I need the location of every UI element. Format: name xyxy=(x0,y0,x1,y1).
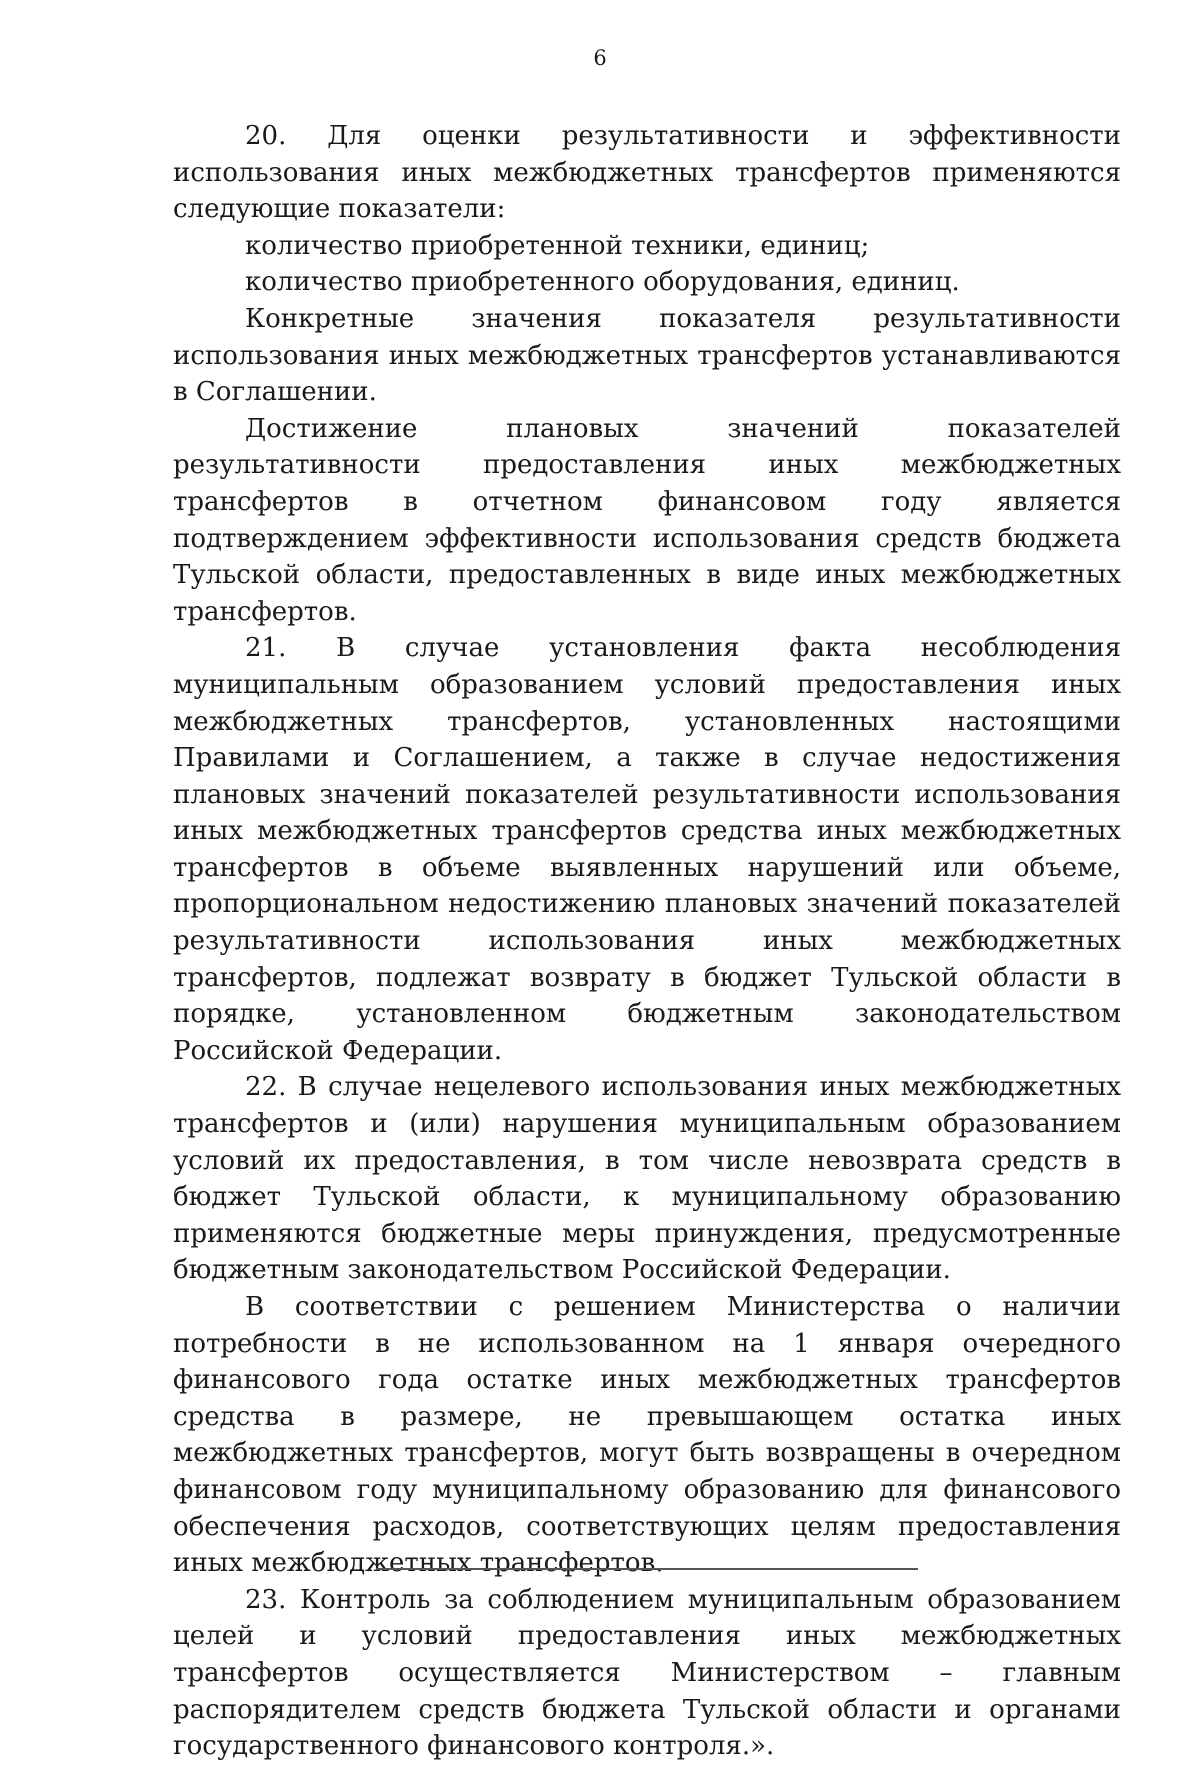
paragraph-21-refund: 21. В случае установления факта несоблюдения муниципальным образованием условий предоставления иных межбюджетных трансфертов, установленных настоящими Правилами и Соглашением, а также в случае недостижения плановых значений показателей результативности использования иных межбюджетных трансфертов средства иных межбюджетных трансфертов в объеме выявленных нарушений или объеме, пропорциональном недостижению плановых значений показателей результативности использования иных межбюджетных трансфертов, подлежат возврату в бюджет Тульской области в порядке, установленном бюджетным законодательством Российской Федерации. xyxy=(173,633,1121,1066)
paragraph-indicator-values: Конкретные значения показателя результативности использования иных межбюджетных трансфертов устанавливаются в Соглашении. xyxy=(173,303,1121,408)
paragraph-22-misuse: 22. В случае нецелевого использования иных межбюджетных трансфертов и (или) нарушения муниципальным образованием условий их предоставления, в том числе невозврата средств в бюджет Тульской области, к муниципальному образованию применяются бюджетные меры принуждения, предусмотренные бюджетным законодательством Российской Федерации. xyxy=(173,1072,1121,1286)
paragraph-target-achievement: Достижение плановых значений показателей результативности предоставления иных межбюджетных трансфертов в отчетном финансовом году является подтверждением эффективности использования средств бюджета Тульской области, предоставленных в виде иных межбюджетных трансфертов. xyxy=(173,413,1121,627)
document-body xyxy=(173,118,1121,1765)
paragraph-20-indicators: 20. Для оценки результативности и эффективности использования иных межбюджетных трансфертов применяются следующие показатели: xyxy=(173,121,1121,225)
paragraph-23-control: 23. Контроль за соблюдением муниципальным образованием целей и условий предоставления иных межбюджетных трансфертов осуществляется Министерством – главным распорядителем средств бюджета Тульской области и органами государственного финансового контроля.». xyxy=(173,1584,1121,1762)
paragraph-unused-balance: В соответствии с решением Министерства о наличии потребности в не использованном на 1 января очередного финансового года остатке иных межбюджетных трансфертов средства в размере, не превышающем остатка иных межбюджетных трансфертов, могут быть возвращены в очередном финансовом году муниципальному образованию для финансового обеспечения расходов, соответствующих целям предоставления иных межбюджетных трансфертов. xyxy=(173,1292,1121,1579)
end-divider-line xyxy=(376,1568,918,1570)
page-number: 6 xyxy=(593,46,607,70)
indicator-machinery-count: количество приобретенного оборудования, единиц. xyxy=(245,267,960,298)
indicator-equipment-count: количество приобретенной техники, единиц; xyxy=(245,230,870,261)
